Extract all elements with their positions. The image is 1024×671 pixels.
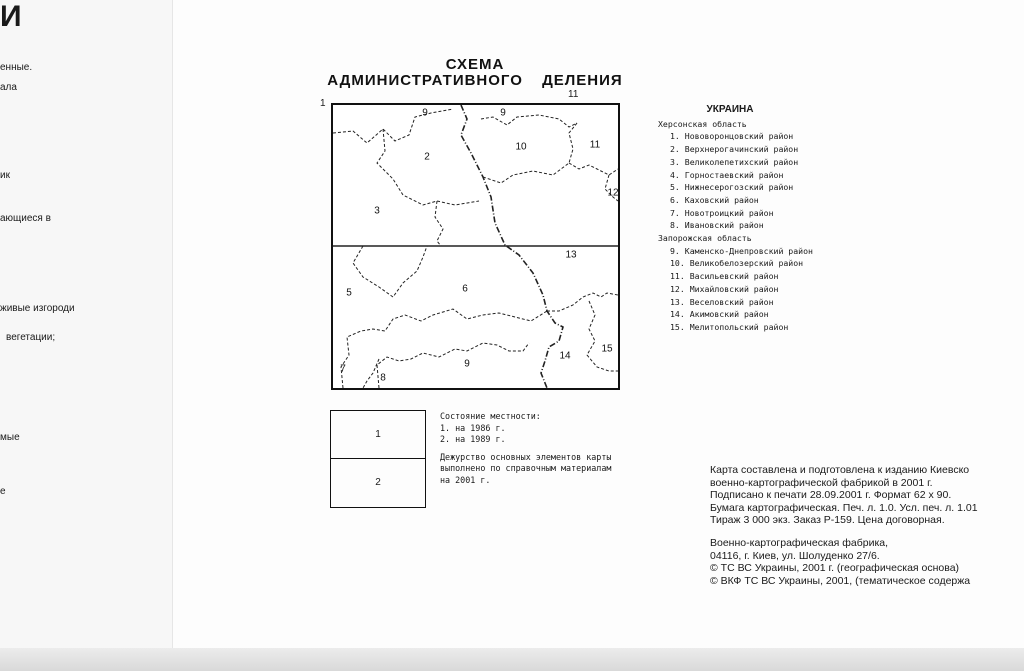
- legend-district: 12. Михайловский район: [670, 283, 779, 294]
- imprint-line: Карта составлена и подготовлена к изданию Киевско: [710, 464, 970, 476]
- terrain-state-box: [330, 410, 426, 508]
- duty-line: выполнено по справочным материалам: [440, 463, 612, 473]
- region-number: 14: [559, 350, 571, 362]
- address-line: © ТС ВС Украины, 2001 г. (географическая основа): [710, 562, 960, 575]
- imprint-block: [710, 464, 1024, 587]
- state-line: 2. на 1989 г.: [440, 434, 506, 444]
- legend-district: 2. Верхнерогачинский район: [670, 144, 799, 155]
- legend-district: 10. Великобелозерский район: [670, 258, 804, 269]
- left-panel: [0, 0, 173, 671]
- region-number: 7: [340, 363, 346, 375]
- terrain-state-notes: [440, 411, 650, 486]
- left-text-fragment: мые: [0, 432, 20, 443]
- legend-district: 1. Нововоронцовский район: [670, 131, 794, 142]
- region-number: 13: [565, 249, 577, 261]
- address-line: Военно-картографическая фабрика,: [710, 536, 889, 549]
- corner-label: 11: [568, 89, 579, 100]
- legend-oblast: Запорожская область: [658, 233, 752, 244]
- left-text-fragment: живые изгороди: [0, 303, 75, 314]
- left-text-fragment: вегетации;: [6, 332, 56, 343]
- district-boundaries: [333, 105, 618, 388]
- corner-label: 1: [320, 98, 326, 109]
- imprint-line: Бумага картографическая. Печ. л. 1.0. Усл. печ. л. 1.01: [710, 501, 978, 514]
- scheme-title: СХЕМА: [445, 56, 505, 73]
- imprint-line: военно-картографической фабрикой в 2001 г.: [710, 476, 933, 489]
- legend-district: 14. Акимовский район: [670, 309, 769, 320]
- region-number: 9: [464, 358, 470, 370]
- left-text-fragment: ик: [0, 170, 10, 181]
- region-number: 2: [424, 151, 430, 163]
- region-number: 9: [422, 107, 428, 119]
- left-text-fragment: енные.: [0, 62, 33, 73]
- scheme-subtitle: АДМИНИСТРАТИВНОГО ДЕЛЕНИЯ: [327, 72, 623, 89]
- legend-country: УКРАИНА: [706, 104, 754, 115]
- legend-district: 7. Новотроицкий район: [670, 207, 774, 218]
- region-number: 10: [515, 141, 527, 153]
- address-line: 04116, г. Киев, ул. Шолуденко 27/6.: [710, 549, 880, 562]
- address-line: © ВКФ ТС ВС Украины, 2001, (тематическое содержа: [710, 574, 971, 587]
- imprint-line: Тираж 3 000 экз. Заказ Р-159. Цена договорная.: [710, 514, 945, 527]
- district-legend: [655, 104, 885, 334]
- legend-district: 11. Васильевский район: [670, 271, 779, 282]
- legend-district: 3. Великолепетихский район: [670, 156, 799, 167]
- region-number: 5: [346, 287, 352, 299]
- region-number: 9: [500, 107, 506, 119]
- legend-district: 15. Мелитопольский район: [670, 321, 789, 332]
- legend-district: 8. Ивановский район: [670, 220, 764, 231]
- legend-oblast: Херсонская область: [658, 118, 747, 129]
- state-line: 1. на 1986 г.: [440, 422, 506, 433]
- duty-line: Дежурство основных элементов карты: [440, 451, 612, 462]
- region-number: 12: [607, 187, 619, 199]
- left-heading-fragment: И: [0, 0, 21, 33]
- left-text-fragment: е: [0, 486, 6, 497]
- imprint-line: Подписано к печати 28.09.2001 г. Формат 62 x 90.: [710, 489, 952, 502]
- region-number: 6: [462, 283, 468, 295]
- legend-district: 13. Веселовский район: [670, 296, 774, 307]
- state-heading: Состояние местности:: [440, 411, 541, 421]
- legend-district: 6. Каховский район: [670, 194, 759, 205]
- state-cell: 2: [375, 477, 381, 488]
- left-text-fragment: ала: [0, 82, 17, 93]
- legend-district: 5. Нижнесерогозский район: [670, 182, 794, 193]
- state-cell: 1: [331, 411, 425, 459]
- region-number: 8: [380, 372, 386, 384]
- region-number: 3: [374, 205, 380, 217]
- region-number: 11: [589, 139, 601, 151]
- left-text-fragment: ающиеся в: [0, 213, 51, 224]
- scan-edge: [0, 648, 1024, 671]
- admin-division-map: [331, 103, 620, 390]
- duty-line: на 2001 г.: [440, 474, 491, 485]
- region-number: 15: [601, 343, 613, 355]
- legend-district: 4. Горностаевский район: [670, 169, 784, 180]
- legend-district: 9. Каменско-Днепровский район: [670, 245, 813, 256]
